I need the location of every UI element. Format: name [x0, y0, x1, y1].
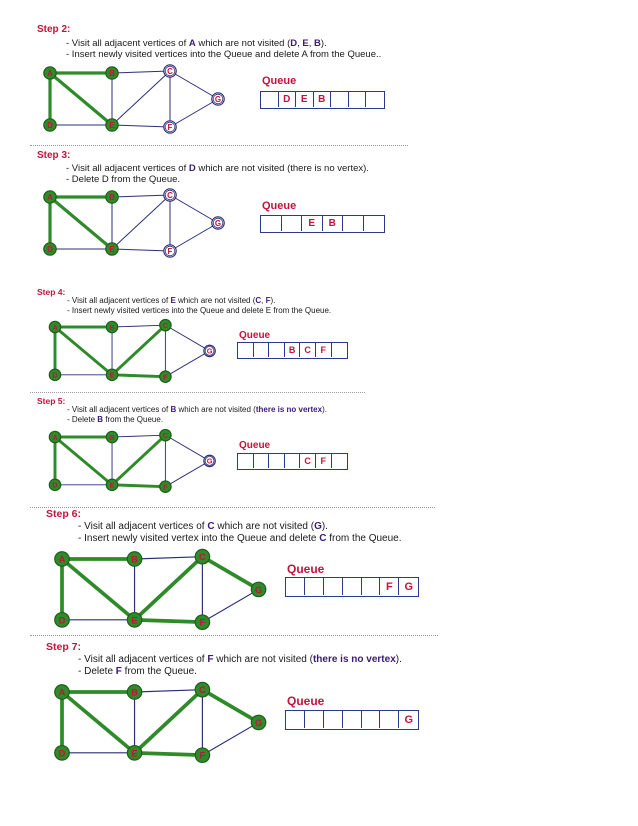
emphasis-text: A	[188, 38, 196, 49]
queue-label: Queue	[287, 562, 325, 576]
queue-cell	[343, 216, 364, 231]
emphasis-text: B	[314, 38, 321, 49]
vertex-label: B	[131, 554, 138, 565]
queue-cell	[380, 711, 399, 728]
instruction-text: which are not visited (	[195, 38, 291, 49]
step-title: Step 7:	[46, 641, 82, 653]
instruction-text: - Visit all adjacent vertices of	[67, 296, 171, 305]
vertex-e	[106, 369, 117, 380]
edge-c-e	[112, 435, 165, 485]
instruction-text: ).	[270, 296, 276, 305]
graph-diagram	[52, 549, 286, 631]
emphasis-text: F	[115, 666, 122, 677]
instruction-text: - Insert newly visited vertex into the Queue and delete	[78, 533, 320, 544]
vertex-label: G	[254, 717, 263, 728]
instruction-text: - Visit all adjacent vertices of	[78, 654, 208, 665]
edge-c-g	[170, 195, 218, 223]
instruction-line	[67, 415, 163, 424]
vertex-b	[106, 67, 118, 79]
vertex-a	[44, 67, 56, 79]
edge-c-g	[165, 435, 209, 461]
vertex-label: B	[131, 687, 138, 698]
instruction-line	[67, 306, 331, 315]
queue-cell	[324, 711, 343, 728]
queue-cell	[286, 711, 305, 728]
emphasis-text: C	[207, 521, 215, 532]
vertex-label: A	[52, 322, 58, 332]
queue-cell	[324, 578, 343, 595]
edge-f-g	[170, 99, 218, 127]
vertex-a	[49, 431, 60, 442]
instruction-line	[78, 666, 197, 677]
emphasis-text: there is no vertex	[255, 405, 323, 414]
queue-cell	[331, 92, 349, 107]
edge-a-e	[62, 692, 135, 753]
edge-c-g	[202, 690, 258, 723]
edge-b-c	[112, 71, 170, 73]
graph-diagram	[40, 63, 240, 133]
vertex-label: A	[58, 687, 66, 698]
instruction-line	[66, 174, 180, 185]
vertex-label: E	[109, 121, 115, 130]
section-divider	[30, 507, 435, 508]
vertex-e	[106, 243, 118, 255]
vertex-label: E	[109, 480, 115, 490]
edge-c-g	[170, 71, 218, 99]
vertex-label: F	[167, 123, 173, 132]
queue-cell: D	[279, 92, 297, 107]
edge-c-e	[112, 325, 165, 375]
edge-b-c	[135, 557, 203, 559]
instruction-text: ).	[322, 405, 327, 414]
instruction-text: which are not visited (	[175, 296, 256, 305]
emphasis-text: F	[265, 296, 271, 305]
instruction-text: from the Queue.	[103, 415, 164, 424]
vertex-g	[251, 715, 266, 730]
vertex-d	[49, 479, 60, 490]
vertex-b	[106, 431, 117, 442]
vertex-g	[251, 582, 266, 597]
vertex-label: E	[131, 748, 138, 759]
queue-label: Queue	[287, 694, 325, 708]
instruction-line	[78, 654, 402, 665]
edge-e-f	[112, 125, 170, 127]
emphasis-text: B	[97, 415, 104, 424]
vertex-b	[127, 552, 142, 567]
instruction-text: from the Queue.	[326, 533, 402, 544]
instruction-text: ).	[320, 38, 327, 49]
vertex-e	[127, 613, 142, 628]
instruction-text: ,	[308, 38, 315, 49]
vertex-label: D	[52, 370, 58, 380]
queue-cell	[362, 711, 381, 728]
vertex-a	[44, 191, 56, 203]
vertex-g	[212, 217, 224, 229]
vertex-f	[195, 615, 210, 630]
vertex-label: F	[163, 372, 168, 382]
edge-f-g	[202, 589, 258, 622]
vertex-b	[127, 685, 142, 700]
emphasis-text: E	[302, 38, 309, 49]
vertex-a	[55, 685, 70, 700]
vertex-label: F	[199, 750, 206, 761]
step-title: Step 3:	[37, 150, 71, 161]
vertex-label: F	[199, 617, 206, 628]
queue-cell	[254, 343, 270, 357]
queue-cell	[285, 454, 301, 468]
edge-a-e	[50, 73, 112, 125]
vertex-label: C	[199, 552, 206, 563]
vertex-label: B	[109, 322, 115, 332]
section-divider	[30, 635, 438, 636]
vertex-c	[195, 549, 210, 564]
queue-box	[237, 342, 348, 359]
vertex-f	[164, 245, 176, 257]
step-title: Step 6:	[46, 508, 82, 520]
edge-c-g	[202, 557, 258, 590]
vertex-label: A	[47, 193, 53, 202]
instruction-line	[78, 521, 328, 532]
vertex-label: F	[167, 247, 173, 256]
queue-cell: B	[323, 216, 344, 231]
edge-e-f	[112, 249, 170, 251]
vertex-f	[160, 371, 171, 382]
instruction-text: - Insert newly visited vertices into the Queue and delete E from the Queue.	[67, 306, 332, 315]
vertex-label: D	[58, 615, 66, 626]
queue-box	[260, 215, 385, 233]
edge-a-e	[62, 559, 135, 620]
edge-f-g	[170, 223, 218, 251]
queue-cell	[269, 454, 285, 468]
emphasis-text: E	[170, 296, 176, 305]
vertex-b	[106, 191, 118, 203]
instruction-text: ).	[395, 654, 402, 665]
step-title: Step 2:	[37, 24, 71, 35]
queue-cell	[269, 343, 285, 357]
queue-label: Queue	[262, 200, 297, 212]
vertex-label: C	[167, 191, 173, 200]
queue-cell	[282, 216, 303, 231]
queue-cell: C	[300, 454, 316, 468]
graph-diagram	[45, 427, 229, 491]
queue-label: Queue	[239, 440, 271, 451]
instruction-text: - Delete D from the Queue.	[66, 174, 181, 185]
edge-a-e	[55, 327, 112, 375]
queue-cell: E	[302, 216, 323, 231]
vertex-c	[164, 189, 176, 201]
vertex-c	[160, 319, 171, 330]
vertex-label: D	[47, 121, 53, 130]
instruction-text: - Visit all adjacent vertices of	[66, 38, 189, 49]
emphasis-text: C	[319, 533, 327, 544]
edge-b-c	[112, 325, 165, 327]
queue-cell	[343, 711, 362, 728]
vertex-label: B	[109, 193, 115, 202]
queue-cell	[343, 578, 362, 595]
vertex-d	[55, 613, 70, 628]
vertex-c	[160, 429, 171, 440]
vertex-label: G	[214, 219, 222, 228]
vertex-label: G	[254, 584, 263, 595]
vertex-d	[44, 119, 56, 131]
vertex-label: A	[47, 69, 53, 78]
vertex-d	[49, 369, 60, 380]
section-divider	[30, 145, 408, 146]
queue-cell	[286, 578, 305, 595]
vertex-label: E	[109, 245, 115, 254]
queue-cell: G	[404, 580, 414, 593]
queue-cell: C	[300, 343, 316, 357]
vertex-e	[127, 746, 142, 761]
queue-cell: F	[316, 454, 332, 468]
edge-f-g	[165, 461, 209, 487]
vertex-b	[106, 321, 117, 332]
queue-cell	[366, 92, 384, 107]
queue-cell: F	[316, 343, 332, 357]
vertex-label: F	[163, 482, 168, 492]
emphasis-text: D	[188, 163, 196, 174]
vertex-label: G	[206, 456, 213, 466]
edge-e-f	[112, 485, 165, 487]
vertex-d	[44, 243, 56, 255]
queue-label: Queue	[262, 75, 297, 87]
instruction-text: - Visit all adjacent vertices of	[78, 521, 208, 532]
vertex-label: D	[58, 748, 66, 759]
edge-b-c	[135, 690, 203, 692]
queue-cell	[332, 454, 348, 468]
vertex-label: G	[206, 346, 213, 356]
edge-c-e	[135, 557, 203, 620]
queue-label: Queue	[239, 330, 271, 341]
queue-box	[285, 710, 419, 730]
instruction-text: ).	[321, 521, 328, 532]
emphasis-text: D	[290, 38, 298, 49]
queue-cell	[254, 454, 270, 468]
instruction-line	[66, 163, 369, 174]
queue-box	[260, 91, 385, 109]
edge-f-g	[202, 722, 258, 755]
vertex-d	[55, 746, 70, 761]
vertex-label: C	[162, 430, 169, 440]
step-title: Step 4:	[37, 287, 66, 297]
edge-c-g	[165, 325, 209, 351]
emphasis-text: B	[170, 405, 177, 414]
vertex-label: G	[214, 95, 222, 104]
vertex-c	[164, 65, 176, 77]
instruction-line	[78, 533, 402, 544]
instruction-text: - Visit all adjacent vertices of	[67, 405, 171, 414]
graph-diagram	[52, 682, 286, 764]
vertex-label: C	[199, 685, 206, 696]
instruction-text: which are not visited (	[214, 521, 315, 532]
vertex-label: E	[109, 370, 115, 380]
queue-cell	[364, 216, 385, 231]
queue-box	[237, 453, 348, 470]
vertex-f	[160, 481, 171, 492]
vertex-label: B	[109, 69, 115, 78]
instruction-line	[66, 38, 327, 49]
emphasis-text: C	[255, 296, 262, 305]
queue-cell: G	[404, 713, 414, 726]
vertex-f	[195, 748, 210, 763]
queue-cell: F	[380, 578, 399, 595]
queue-cell	[238, 343, 254, 357]
instruction-text: which are not visited (	[176, 405, 256, 414]
vertex-label: C	[167, 67, 173, 76]
instruction-text: from the Queue.	[121, 666, 197, 677]
queue-cell	[261, 92, 279, 107]
edge-a-e	[50, 197, 112, 249]
vertex-c	[195, 682, 210, 697]
edge-c-e	[112, 71, 170, 125]
vertex-f	[164, 121, 176, 133]
instruction-text: - Delete	[78, 666, 116, 677]
vertex-label: A	[52, 432, 58, 442]
queue-cell	[362, 578, 381, 595]
vertex-g	[204, 345, 215, 356]
edge-f-g	[165, 351, 209, 377]
emphasis-text: there is no vertex	[312, 654, 396, 665]
edge-a-e	[55, 437, 112, 485]
queue-cell	[305, 578, 324, 595]
instruction-text: - Delete	[67, 415, 98, 424]
section-divider	[30, 392, 365, 393]
instruction-text: - Insert newly visited vertices into the Queue and delete A from the Queue..	[66, 49, 382, 60]
instruction-text: ,	[297, 38, 303, 49]
vertex-g	[204, 455, 215, 466]
instruction-text: which are not visited (	[213, 654, 313, 665]
instruction-text: - Visit all adjacent vertices of	[66, 163, 189, 174]
queue-cell: B	[285, 343, 301, 357]
queue-box	[285, 577, 419, 597]
vertex-a	[49, 321, 60, 332]
queue-cell	[261, 216, 282, 231]
edge-e-f	[112, 375, 165, 377]
vertex-label: C	[162, 320, 169, 330]
edge-c-e	[112, 195, 170, 249]
edge-b-c	[112, 195, 170, 197]
instruction-line	[67, 296, 275, 305]
vertex-g	[212, 93, 224, 105]
edge-e-f	[135, 620, 203, 622]
vertex-label: A	[58, 554, 66, 565]
queue-cell	[305, 711, 324, 728]
queue-cell	[349, 92, 367, 107]
edge-c-e	[135, 690, 203, 753]
queue-cell: E	[296, 92, 314, 107]
graph-diagram	[40, 187, 240, 257]
vertex-label: B	[109, 432, 115, 442]
vertex-e	[106, 119, 118, 131]
graph-diagram	[45, 317, 229, 381]
instruction-line	[66, 49, 381, 60]
queue-cell	[332, 343, 348, 357]
queue-cell: B	[314, 92, 332, 107]
instruction-text: which are not visited (there is no vertex).	[195, 163, 369, 174]
emphasis-text: F	[207, 654, 214, 665]
edge-e-f	[135, 753, 203, 755]
vertex-a	[55, 552, 70, 567]
step-title: Step 5:	[37, 396, 66, 406]
queue-cell	[238, 454, 254, 468]
instruction-text: ,	[261, 296, 266, 305]
emphasis-text: G	[314, 521, 322, 532]
vertex-label: E	[131, 615, 138, 626]
vertex-e	[106, 479, 117, 490]
edge-b-c	[112, 435, 165, 437]
vertex-label: D	[47, 245, 53, 254]
vertex-label: D	[52, 480, 58, 490]
instruction-line	[67, 405, 327, 414]
